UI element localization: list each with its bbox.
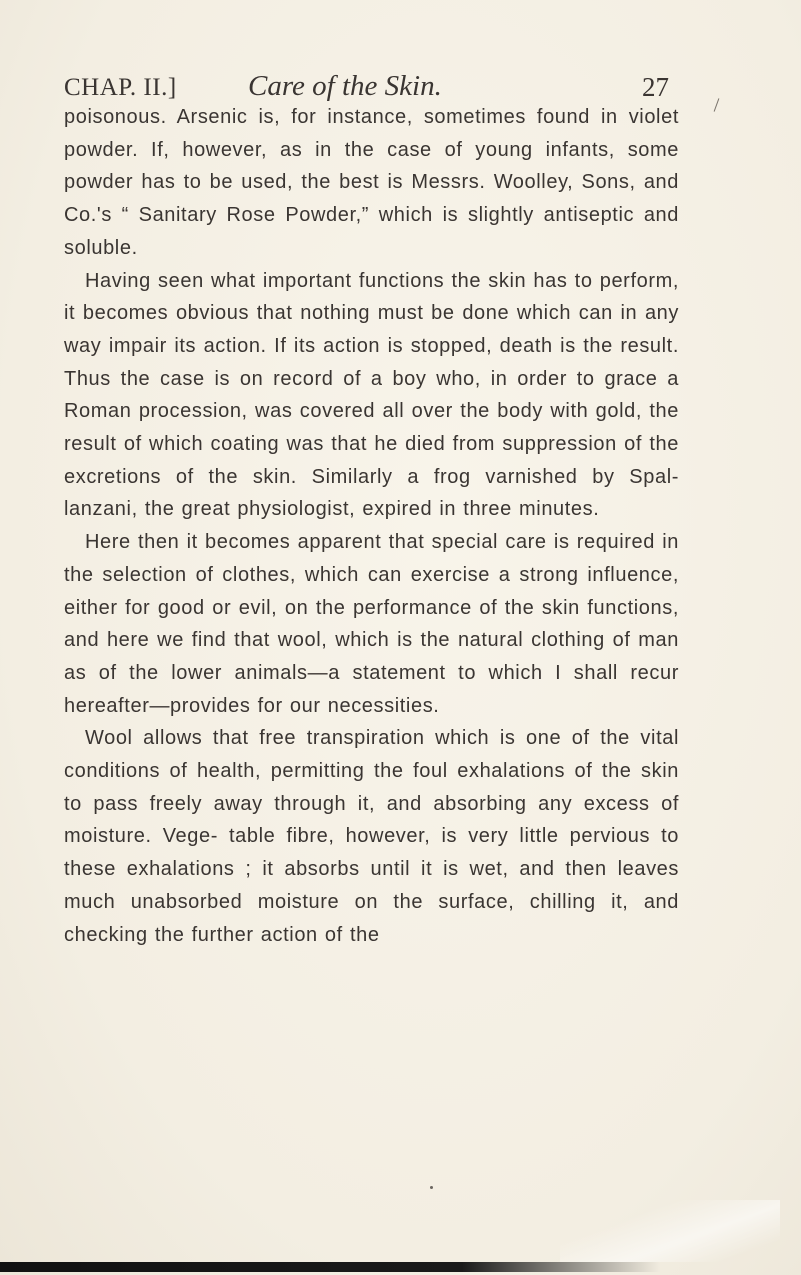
bottom-edge-rule bbox=[0, 1262, 660, 1272]
chapter-label: CHAP. II.] bbox=[64, 74, 177, 101]
margin-mark bbox=[714, 98, 720, 111]
paragraph-4: Wool allows that free transpiration which is one of the vital conditions of health, permitting the foul exhalations of the skin to pass freely away through it, and absorbing any excess of moisture. Vege- table fibre, however, is very little pervious to these exhalations ; it absorbs until it is wet, and then leaves much unabsorbed moisture on the surface, chilling it, and checking the further action of the bbox=[64, 727, 679, 946]
paragraph-2: Having seen what important functions the skin has to perform, it becomes obvious that nothing must be done which can in any way impair its action. If its action is stopped, death is the result. Thus the case is on record of a boy who, in order to grace a Roman procession, was covered all over the body with gold, the result of which coating was that he died from suppression of the excretions of the skin. Similarly a frog varnished by Spal- lanzani, the great physiologist, expired in three minutes. bbox=[64, 269, 679, 521]
paragraph-3: Here then it becomes apparent that special care is required in the selection of clothes, which can exercise a strong influence, either for good or evil, on the performance of the skin functions, and here we find that wool, which is the natural clothing of man as of the lower animals—a statement to which I shall recur hereafter—provides for our necessities. bbox=[64, 531, 679, 717]
ink-speck bbox=[430, 1186, 433, 1189]
paragraph-1: poisonous. Arsenic is, for instance, sometimes found in violet powder. If, however, as in the case of young infants, some powder has to be used, the best is Messrs. Woolley, Sons, and Co.'s “ Sanitary Rose Powder,” which is slightly antiseptic and soluble. bbox=[64, 106, 679, 259]
page-shine bbox=[560, 1200, 780, 1262]
body-text bbox=[64, 101, 679, 951]
running-title: Care of the Skin. bbox=[248, 70, 442, 102]
page-number: 27 bbox=[642, 72, 669, 102]
